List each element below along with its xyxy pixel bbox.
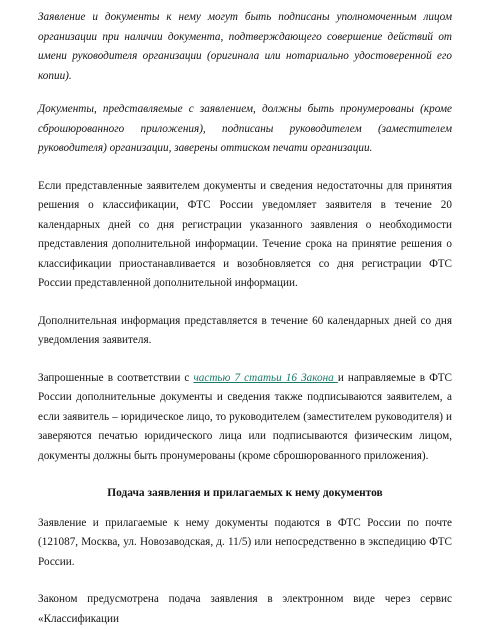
section-heading: Подача заявления и прилагаемых к нему документов xyxy=(107,487,383,499)
paragraph-requested-documents-start: Запрошенные в соответствии с xyxy=(38,371,194,384)
paragraph-documents-numbering: Документы, представляемые с заявлением, должны быть пронумерованы (кроме сброшюрованного приложения), подписаны руководителем (заместителем руководителя) организации, заверены оттиском печати организации. xyxy=(38,103,452,154)
paragraph-submission-address: Заявление и прилагаемые к нему документы подаются в ФТС России по почте (121087, Москва, ул. Новозаводская, д. 11/5) или непосредственно в экспедицию ФТС России. xyxy=(38,516,452,568)
paragraph-electronic-submission: Законом предусмотрена подача заявления в электронном виде через сервис «Классификации xyxy=(38,593,452,625)
paragraph-additional-info-term: Дополнительная информация представляется в течение 60 календарных дней со дня уведомления заявителя. xyxy=(38,314,452,346)
paragraph-requested-documents-end: и направляемые в ФТС России дополнительные документы и сведения также подписываются заявителем, а если заявитель – юридическое лицо, то руководителем (заместителем руководителя) и заверяются печатью юридического лица или подписываются физическим лицом, документы должны быть пронумерованы (кроме сброшюрованного приложения). xyxy=(38,371,452,462)
law-article-link[interactable]: частью 7 статьи 16 Закона xyxy=(193,371,338,384)
paragraph-authorized-signer: Заявление и документы к нему могут быть подписаны уполномоченным лицом организации при наличии документа, подтверждающего совершение действий от имени руководителя организации (оригинала или нотариально удостоверенной его копии). xyxy=(38,11,452,82)
paragraph-requested-documents xyxy=(38,369,452,467)
paragraph-insufficient-documents: Если представленные заявителем документы и сведения недостаточны для принятия решения о классификации, ФТС России уведомляет заявителя в течение 20 календарных дней со дня регистрации указанного заявления о необходимости представления дополнительной информации. Течение срока на принятие решения о классификации приостанавливается и возобновляется со дня регистрации ФТС России представленной дополнительной информации. xyxy=(38,179,452,289)
